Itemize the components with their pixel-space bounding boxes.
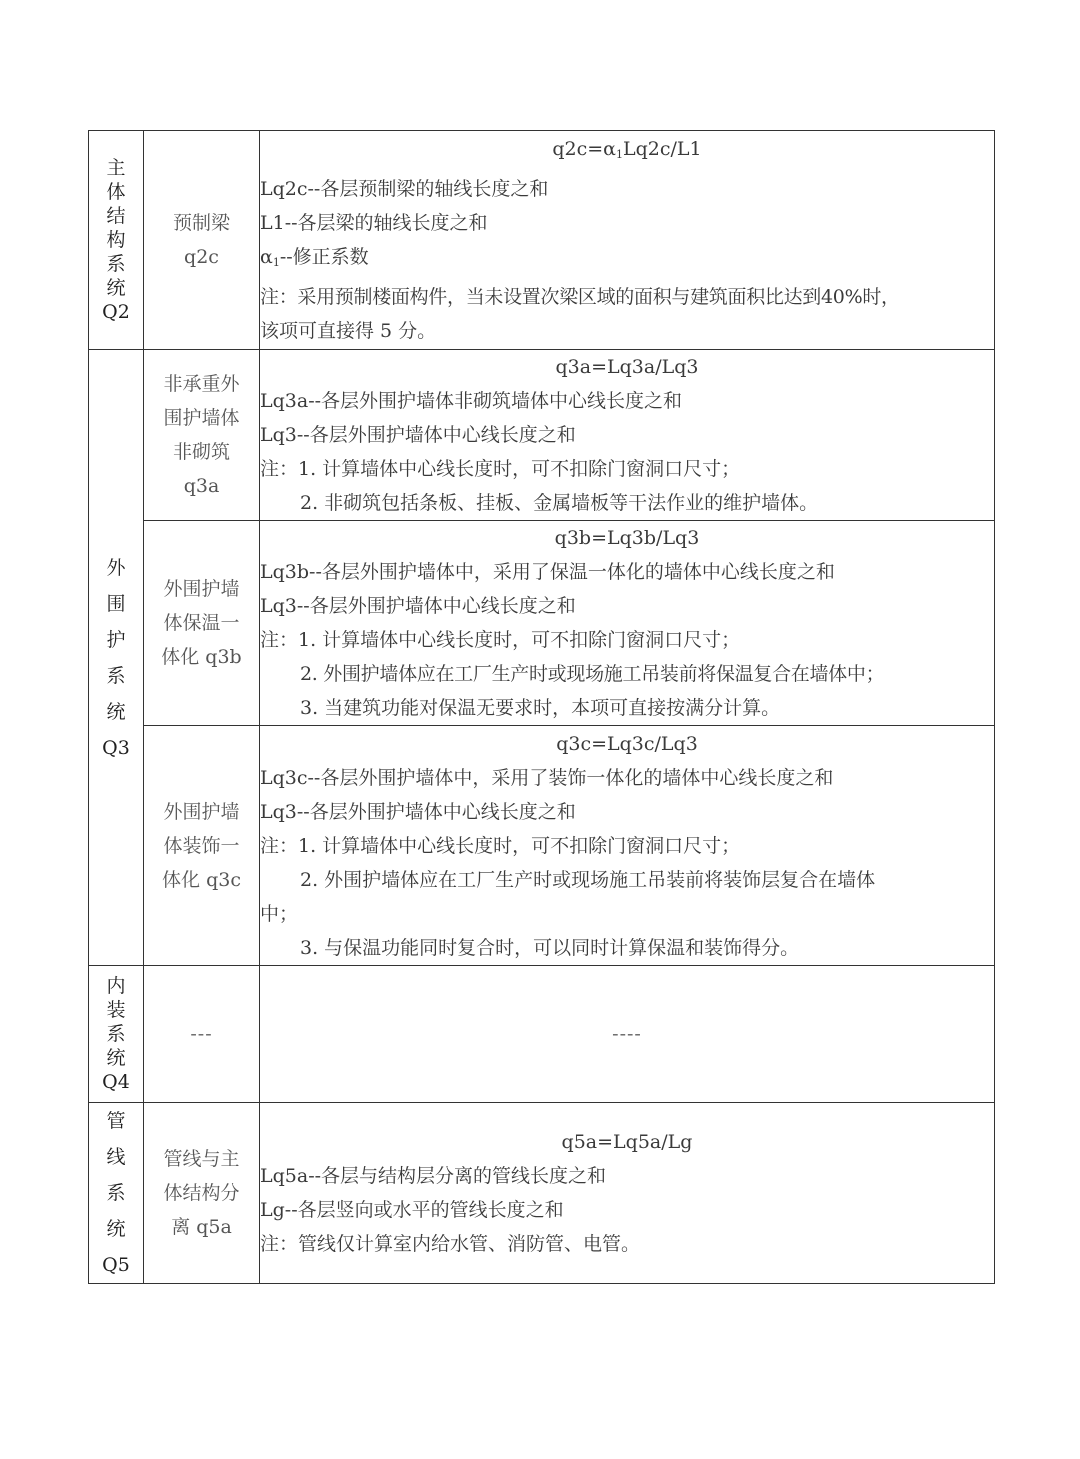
formula: q5a=Lq5a/Lg [561,1131,693,1153]
item-label: 外围护墙 [163,800,240,823]
row-q3b [89,521,995,726]
system-char: 系 [106,1182,126,1204]
note-line: 3. 当建筑功能对保温无要求时，本项可直接按满分计算。 [300,697,781,719]
system-char: 结 [106,205,126,227]
system-code: Q4 [102,1071,130,1093]
item-cell-q4 [144,966,260,1103]
desc-cell-q3b [260,521,995,726]
formula: q3b=Lq3b/Lq3 [554,527,700,549]
desc-cell-q4 [260,966,995,1103]
row-q5 [89,1103,995,1284]
item-label: 非承重外 [163,373,240,395]
system-char: 护 [106,628,126,651]
system-cell-q4 [89,966,144,1103]
note-line: 3. 与保温功能同时复合时，可以同时计算保温和装饰得分。 [300,936,800,959]
note-line: 注：1. 计算墙体中心线长度时，可不扣除门窗洞口尺寸； [260,629,741,651]
evaluation-table [88,130,995,1284]
system-code: Q5 [102,1254,130,1276]
item-label: 体保温一 [163,612,240,634]
desc-cell-q2c [260,131,995,350]
item-cell-q3a [144,350,260,521]
item-label: 体化 q3c [162,868,241,891]
note-line: 2. 外围护墙体应在工厂生产时或现场施工吊装前将装饰层复合在墙体 [300,868,876,891]
item-code: q3a [183,475,220,497]
item-label: 体化 q3b [161,646,242,668]
item-label: 管线与主 [163,1148,240,1170]
system-char: 围 [106,592,126,615]
definition-line: Lq3c--各层外围护墙体中，采用了装饰一体化的墙体中心线长度之和 [260,766,834,789]
empty-item-dash: --- [190,1023,213,1045]
formula: $q2c=\alpha_1Lq2c/L1$ [552,138,702,161]
row-q3a [89,350,995,521]
row-q4 [89,966,995,1103]
system-char: 内 [106,975,126,997]
item-cell-q2c [144,131,260,350]
item-label: 体装饰一 [163,834,240,857]
system-char: 主 [106,157,126,179]
definition-line: Lq3--各层外围护墙体中心线长度之和 [260,424,576,446]
item-cell-q3b [144,521,260,726]
item-cell-q3c [144,726,260,966]
desc-cell-q3a [260,350,995,521]
definition-line: Lq2c--各层预制梁的轴线长度之和 [260,178,549,200]
system-char: 系 [106,1023,126,1045]
definition-line: Lq3--各层外围护墙体中心线长度之和 [260,595,576,617]
formula: q3c=Lq3c/Lq3 [556,732,698,755]
system-char: 统 [106,277,126,299]
system-char: 体 [106,181,126,203]
empty-desc-dash: ---- [612,1023,642,1045]
system-char: 管 [106,1110,126,1132]
system-char: 构 [106,229,126,251]
note-line: 2. 非砌筑包括条板、挂板、金属墙板等干法作业的维护墙体。 [300,492,819,514]
note-line: 注：1. 计算墙体中心线长度时，可不扣除门窗洞口尺寸； [260,834,741,857]
formula: q3a=Lq3a/Lq3 [555,356,699,378]
desc-cell-q5a [260,1103,995,1284]
desc-cell-q3c [260,726,995,966]
system-char: 统 [106,700,126,723]
row-q2 [89,131,995,350]
definition-line: Lq3--各层外围护墙体中心线长度之和 [260,800,576,823]
item-code: q2c [184,246,219,268]
item-label: 外围护墙 [163,578,240,600]
note-line: 中； [260,902,299,925]
item-label: 离 q5a [171,1216,232,1238]
definition-line: Lq3b--各层外围护墙体中，采用了保温一体化的墙体中心线长度之和 [260,561,835,583]
system-char: 装 [106,999,126,1021]
system-char: 线 [106,1146,126,1168]
note-line: 该项可直接得 5 分。 [260,320,437,342]
system-cell-q3 [89,350,144,966]
definition-line: L1--各层梁的轴线长度之和 [260,212,488,234]
definition-line: Lq3a--各层外围护墙体非砌筑墙体中心线长度之和 [260,390,683,412]
system-cell-q5 [89,1103,144,1284]
note-line: 注：采用预制楼面构件，当未设置次梁区域的面积与建筑面积比达到40%时， [260,286,900,308]
system-cell-q2 [89,131,144,350]
note-line: 注：管线仅计算室内给水管、消防管、电管。 [260,1233,641,1255]
item-cell-q5a [144,1103,260,1284]
system-char: 统 [106,1047,126,1069]
definition-line: $\alpha_1--$修正系数 [260,246,369,269]
system-char: 系 [106,253,126,275]
system-char: 外 [106,556,126,579]
system-char: 系 [106,664,126,687]
item-label: 围护墙体 [163,407,240,429]
system-code: Q3 [102,736,130,759]
item-label: 预制梁 [172,212,230,234]
definition-line: Lg--各层竖向或水平的管线长度之和 [260,1199,564,1221]
system-char: 统 [106,1218,126,1240]
definition-line: Lq5a--各层与结构层分离的管线长度之和 [260,1165,607,1187]
note-line: 2. 外围护墙体应在工厂生产时或现场施工吊装前将保温复合在墙体中； [300,663,885,685]
note-line: 注：1. 计算墙体中心线长度时，可不扣除门窗洞口尺寸； [260,458,741,480]
item-label: 非砌筑 [172,441,230,463]
row-q3c [89,726,995,966]
system-code: Q2 [102,301,130,323]
item-label: 体结构分 [163,1182,240,1204]
